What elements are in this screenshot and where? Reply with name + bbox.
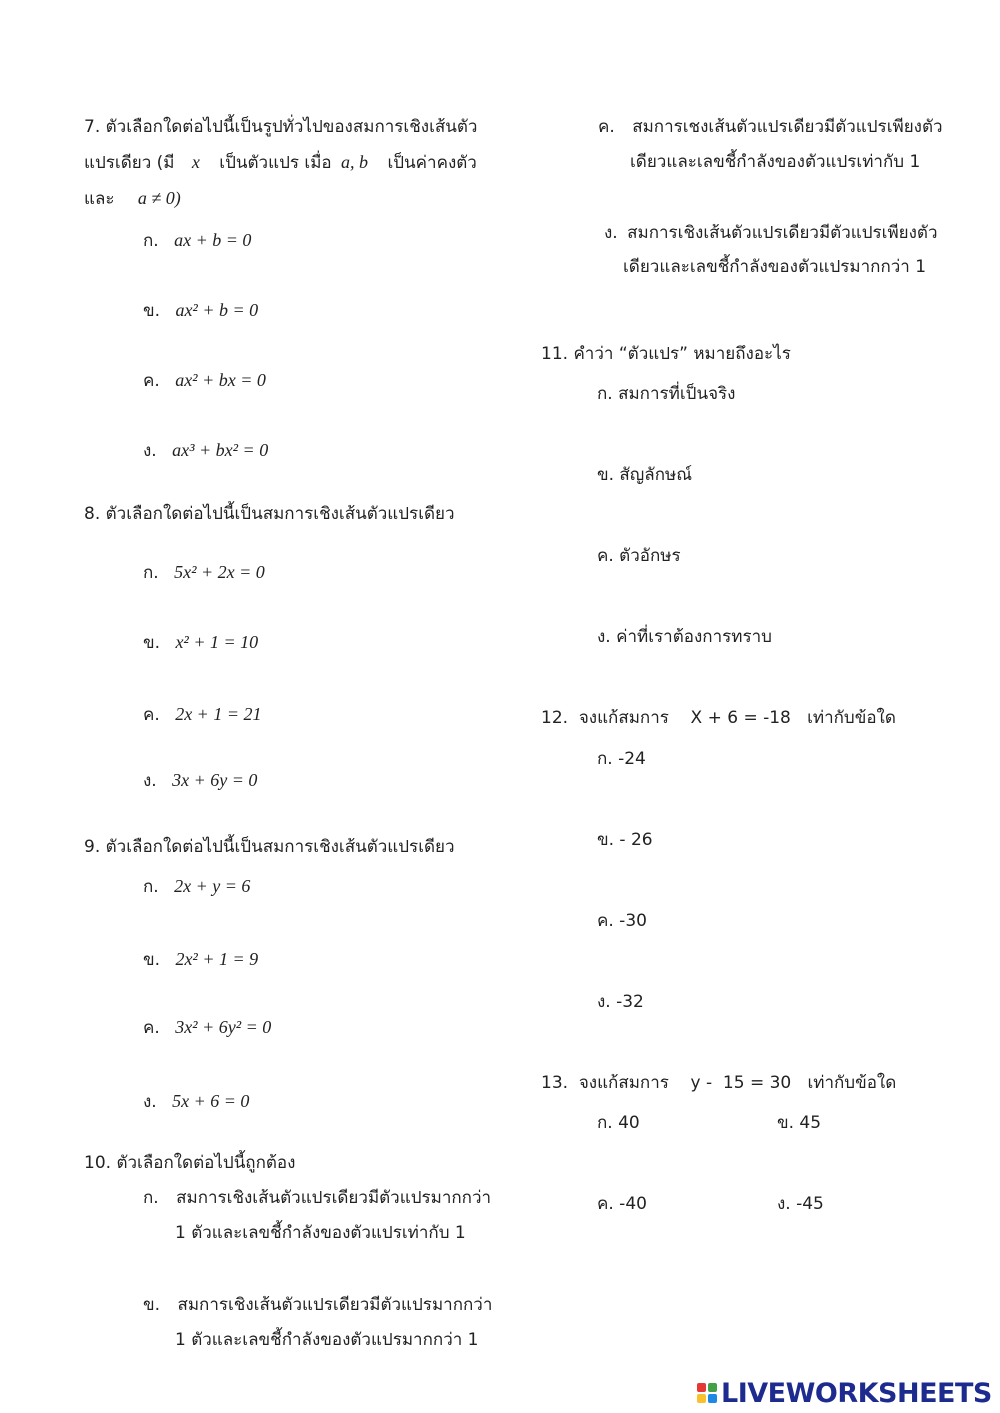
option-expression: 2x² + 1 = 9 xyxy=(175,949,259,969)
option-label: ก. xyxy=(143,231,159,251)
q9-option-b[interactable] xyxy=(143,948,258,971)
question-7-line2-text-c: เป็นค่าคงตัว xyxy=(387,153,477,173)
q7-option-a[interactable] xyxy=(143,229,251,252)
q8-option-c[interactable] xyxy=(143,703,261,726)
logo-mark-icon xyxy=(697,1383,717,1403)
option-label: ง. xyxy=(143,441,157,461)
option-label: ค. xyxy=(143,1018,160,1038)
q11-option-a[interactable]: ก. สมการที่เป็นจริง xyxy=(597,384,736,404)
q11-option-c[interactable]: ค. ตัวอักษร xyxy=(597,546,681,566)
q10-option-a-line2: 1 ตัวและเลขชี้กำลังของตัวแปรเท่ากับ 1 xyxy=(175,1223,466,1243)
q7-option-c[interactable] xyxy=(143,369,266,392)
logo-square xyxy=(708,1394,717,1403)
option-expression: 3x² + 6y² = 0 xyxy=(175,1017,272,1037)
question-7-line3 xyxy=(84,187,181,210)
question-13-title: 13. จงแก้สมการ y - 15 = 30 เท่ากับข้อใด xyxy=(541,1073,897,1093)
q7-option-b[interactable] xyxy=(143,299,258,322)
option-text: สมการเชงเส้นตัวแปรเดียวมีตัวแปรเพียงตัว xyxy=(632,117,943,137)
option-label: ก. xyxy=(143,1188,159,1208)
q13-option-a[interactable]: ก. 40 xyxy=(597,1113,640,1133)
option-label: ง. xyxy=(604,223,618,243)
option-expression: 5x + 6 = 0 xyxy=(172,1091,250,1111)
question-7-condition: a ≠ 0) xyxy=(137,188,181,208)
question-7-line2 xyxy=(84,151,477,174)
question-9-title: 9. ตัวเลือกใดต่อไปนี้เป็นสมการเชิงเส้นตัวแปรเดียว xyxy=(84,837,455,857)
option-expression: 2x + y = 6 xyxy=(174,876,251,896)
logo-square xyxy=(708,1383,717,1392)
q13-option-c[interactable]: ค. -40 xyxy=(597,1194,647,1214)
q13-option-d[interactable]: ง. -45 xyxy=(777,1194,824,1214)
option-label: ค. xyxy=(143,705,160,725)
q12-option-a[interactable]: ก. -24 xyxy=(597,749,646,769)
option-label: ก. xyxy=(143,563,159,583)
q8-option-b[interactable] xyxy=(143,631,258,654)
question-7-constants: a, b xyxy=(341,152,369,172)
q10-option-d-line1[interactable] xyxy=(604,222,938,244)
q13-option-b[interactable]: ข. 45 xyxy=(777,1113,822,1133)
q10-option-c-line1[interactable] xyxy=(598,116,943,138)
question-7-line2-text-b: เป็นตัวแปร เมื่อ xyxy=(219,153,332,173)
q11-option-b[interactable]: ข. สัญลักษณ์ xyxy=(597,465,692,485)
option-label: ง. xyxy=(143,771,157,791)
option-text: สมการเชิงเส้นตัวแปรเดียวมีตัวแปรเพียงตัว xyxy=(627,223,938,243)
q10-option-d-line2: เดียวและเลขชี้กำลังของตัวแปรมากกว่า 1 xyxy=(623,257,927,277)
q9-option-c[interactable] xyxy=(143,1016,271,1039)
option-label: ข. xyxy=(143,633,161,653)
logo-text: LIVEWORKSHEETS xyxy=(721,1377,992,1409)
logo-square xyxy=(697,1394,706,1403)
option-label: ง. xyxy=(143,1092,157,1112)
option-expression: 2x + 1 = 21 xyxy=(175,704,262,724)
q12-option-d[interactable]: ง. -32 xyxy=(597,992,644,1012)
question-10-title: 10. ตัวเลือกใดต่อไปนี้ถูกต้อง xyxy=(84,1153,296,1173)
logo-square xyxy=(697,1383,706,1392)
q9-option-a[interactable] xyxy=(143,875,250,898)
liveworksheets-logo xyxy=(697,1376,992,1410)
option-expression: ax + b = 0 xyxy=(174,230,252,250)
option-expression: ax³ + bx² = 0 xyxy=(172,440,269,460)
option-label: ค. xyxy=(598,117,615,137)
q9-option-d[interactable] xyxy=(143,1090,249,1113)
q8-option-d[interactable] xyxy=(143,769,257,792)
q12-option-b[interactable]: ข. - 26 xyxy=(597,830,653,850)
option-expression: x² + 1 = 10 xyxy=(175,632,259,652)
q12-option-c[interactable]: ค. -30 xyxy=(597,911,647,931)
option-expression: ax² + bx = 0 xyxy=(175,370,266,390)
q10-option-c-line2: เดียวและเลขชี้กำลังของตัวแปรเท่ากับ 1 xyxy=(630,152,921,172)
option-text: สมการเชิงเส้นตัวแปรเดียวมีตัวแปรมากกว่า xyxy=(177,1295,493,1315)
q10-option-b-line2: 1 ตัวและเลขชี้กำลังของตัวแปรมากกว่า 1 xyxy=(175,1330,479,1350)
q8-option-a[interactable] xyxy=(143,561,265,584)
option-label: ก. xyxy=(143,877,159,897)
q7-option-d[interactable] xyxy=(143,439,268,462)
question-7-line1: 7. ตัวเลือกใดต่อไปนี้เป็นรูปทั่วไปของสมการเชิงเส้นตัว xyxy=(84,117,478,137)
option-label: ข. xyxy=(143,1295,161,1315)
question-12-title: 12. จงแก้สมการ X + 6 = -18 เท่ากับข้อใด xyxy=(541,708,896,728)
option-label: ข. xyxy=(143,950,161,970)
q11-option-d[interactable]: ง. ค่าที่เราต้องการทราบ xyxy=(597,627,772,647)
option-text: สมการเชิงเส้นตัวแปรเดียวมีตัวแปรมากกว่า xyxy=(176,1188,492,1208)
question-8-title: 8. ตัวเลือกใดต่อไปนี้เป็นสมการเชิงเส้นตัวแปรเดียว xyxy=(84,504,455,524)
question-7-variable: x xyxy=(191,152,200,172)
q10-option-b-line1[interactable] xyxy=(143,1294,492,1316)
question-7-line2-text-a: แปรเดียว (มี xyxy=(84,153,175,173)
q10-option-a-line1[interactable] xyxy=(143,1187,491,1209)
option-expression: 3x + 6y = 0 xyxy=(172,770,258,790)
option-label: ค. xyxy=(143,371,160,391)
option-label: ข. xyxy=(143,301,161,321)
question-11-title: 11. คำว่า “ตัวแปร” หมายถึงอะไร xyxy=(541,344,791,364)
option-expression: ax² + b = 0 xyxy=(175,300,259,320)
option-expression: 5x² + 2x = 0 xyxy=(174,562,265,582)
question-7-line3-text: และ xyxy=(84,189,115,209)
